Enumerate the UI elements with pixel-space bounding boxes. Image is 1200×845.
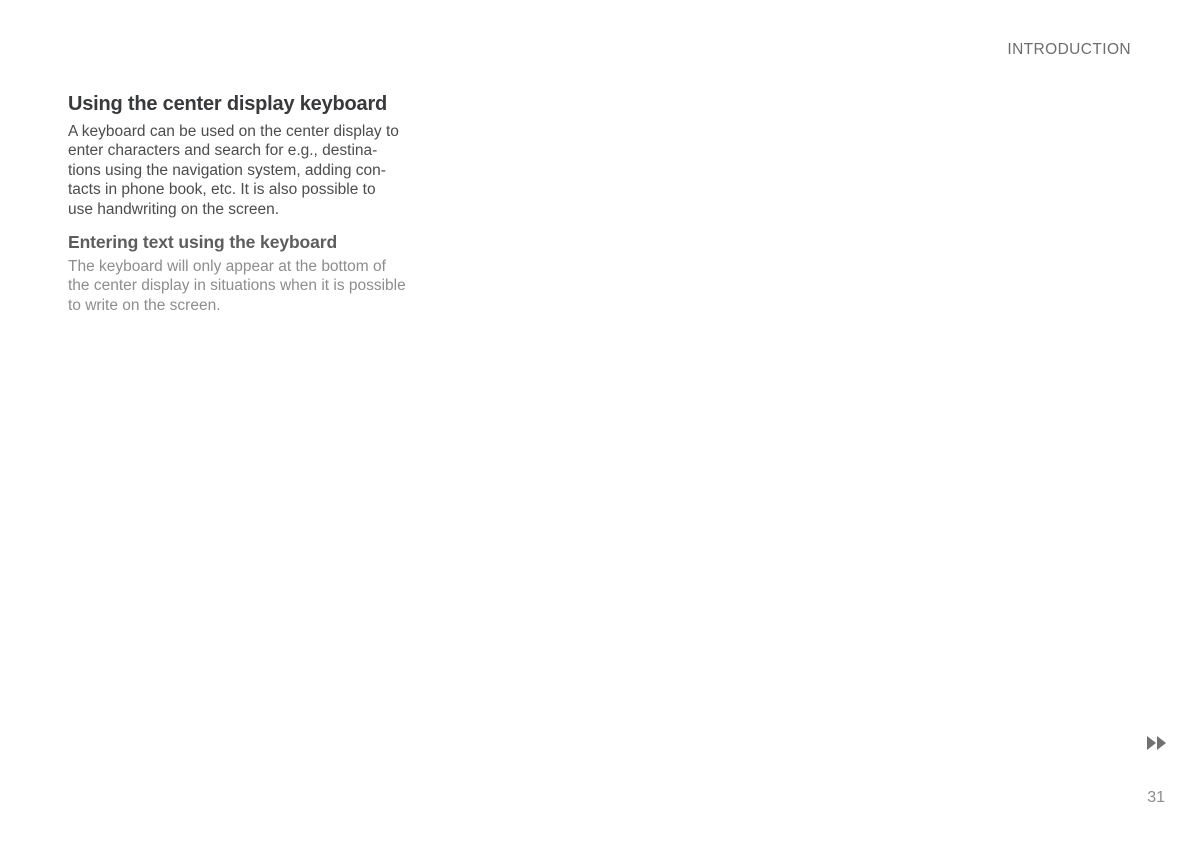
paragraph-line: tions using the navigation system, adding con- [68, 161, 386, 179]
paragraph-line: use handwriting on the screen. [68, 200, 280, 218]
paragraph-line: The keyboard will only appear at the bottom of [68, 258, 386, 276]
right-triangle-icon [1147, 736, 1156, 750]
section-heading: Using the center display keyboard [68, 93, 388, 115]
next-page-arrows-icon [1147, 736, 1166, 750]
paragraph-line: tacts in phone book, etc. It is also possible to [68, 181, 376, 199]
paragraph-line: the center display in situations when it is possible [68, 277, 406, 295]
paragraph-line: enter characters and search for e.g., destina- [68, 142, 378, 160]
paragraph-line: A keyboard can be used on the center display to [68, 123, 399, 140]
intro-paragraph [68, 122, 410, 219]
text-column [68, 92, 410, 327]
page-number: 31 [1147, 789, 1165, 806]
subsection-paragraph [68, 257, 410, 315]
right-triangle-icon [1157, 736, 1166, 750]
paragraph-line: to write on the screen. [68, 296, 221, 314]
subsection-heading: Entering text using the keyboard [68, 232, 338, 253]
running-header-title: INTRODUCTION [1007, 41, 1131, 58]
